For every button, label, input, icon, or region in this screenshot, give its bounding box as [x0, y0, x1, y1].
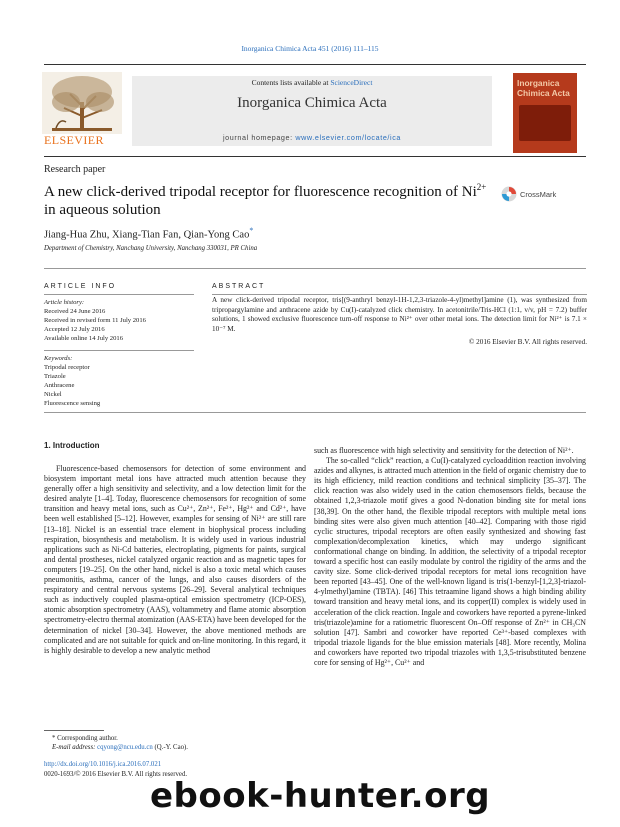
crossmark-icon[interactable] — [501, 186, 517, 202]
homepage-prefix: journal homepage: — [222, 133, 296, 142]
section-heading: 1. Introduction — [44, 441, 100, 450]
issn-line: 0020-1693/© 2016 Elsevier B.V. All rights reserved. — [44, 771, 188, 778]
affiliation: Department of Chemistry, Nanchang University, Nanchang 330031, PR China — [44, 245, 258, 252]
intro-paragraph-continued: such as fluorescence with high selectivity and sensitivity for the detection of Ni²⁺. — [314, 446, 574, 455]
email-link[interactable]: cqyong@ncu.edu.cn — [97, 744, 153, 751]
keywords-label: Keywords: — [44, 355, 73, 362]
journal-title: Inorganica Chimica Acta — [237, 95, 387, 111]
email-label: E-mail address: — [52, 744, 98, 751]
homepage-link[interactable]: www.elsevier.com/locate/ica — [295, 133, 402, 142]
affiliation-rule — [44, 268, 586, 269]
abstract-bottom-rule — [44, 412, 586, 413]
article-history — [44, 298, 204, 343]
journal-reference[interactable]: Inorganica Chimica Acta 451 (2016) 111–115 — [241, 44, 379, 53]
cover-figure — [519, 105, 571, 141]
header-rule — [44, 64, 586, 65]
intro-paragraph-1: Fluorescence-based chemosensors for detection of some environment and biosystem important metal ions have attracted much attention because they generally offer a high sensitivity and selectivity, and a low detection limit for the desired analyte [1–4]. Today, fluorescence chemosensors for recognition of some transition and heavy metal ions, such as Cu²⁺, Zn²⁺, Fe²⁺, Hg²⁺ and Cd²⁺, have been well established [5–12]. However, examples for sensing of Ni²⁺ are still rare [13–18]. Nickel is an essential trace element in biophysical process including respiration, biosynthesis and metabolism. It is widely used in various industrial applications such as Ni-Cd batteries, electroplating, pigments for paints, surgical and dental prostheses, nickel catalyzed organic reaction and as magnetic tapes for computers [19–25]. On the other hand, nickel is also a toxic metal which causes pneumonitis, asthma, cancer of the lungs, and also causes disorders of the respiratory and central nervous systems [26–29]. Several analytical techniques such as inductively coupled plasma-optical emission spectrometry (ICP-OES), atomic absorption spectrometry (AAS), voltammetry and flame atomic absorption spectrometry-electro thermal atomization (AAS-ETA) have been developed for the determination of nickel [30–34]. However, the above mentioned methods are complicated and are not suitable for quick and on-line monitoring. In this regard, it is highly desirable to develop a new analytic method — [44, 464, 306, 655]
corresponding-author-note: * Corresponding author. — [52, 735, 118, 742]
journal-homepage — [132, 133, 492, 142]
history-received: Received 24 June 2016 — [44, 308, 106, 315]
journal-cover — [513, 73, 577, 153]
abstract-rule — [212, 294, 587, 295]
intro-paragraph-2: The so-called “click” reaction, a Cu(I)-catalyzed cycloaddition reaction involving azides and alkynes, is attracted much attention in the field of organic chemistry due to its high efficiency, mild reaction conditions and technical simplicity [35–37]. The click reaction was also widely used in the cation chemosensors fields, because the obtained 1,2,3-triazole motif gives a good N-donation binding site for metal ions [38,39]. On the other hand, the flexible tripodal receptors with multiple metal ions binding sites were also given much attention [40–42]. Comparing with those rigid cyclic structures, tripodal receptors are often easily synthesized and showing fast complexation/decomplexation kinetics, which may undergo significant conformational change on binding. In addition, the selectivity of a tripodal receptor toward a specific host can easily modulate by control the rigidity of the arms and the cavity size. Some click-derived tripodal receptors for metal ions recognition have been reported [43–45]. One of the well-known ligand is tris(1-benzyl-[1,2,3]-triazol-4-ylmethyl)amine (TBTA). [46] This tetraamine ligand shows a high binding ability toward transition and heavy metal ions, and its copper(II) complex is widely used in acceleration of the click reaction. Ingale and coworkers have reported a pyrene-linked tris(triazole)amine for a ratiometric fluorescent On–Off response of Zn²⁺ in CH₃CN solution [47]. Sambri and coworker have reported Ce³⁺-based complexes with tripodal triazole ligands for the blue emission materials [48]. More recently, Molina and coworkers have reported two tripodal triazoles with 1,3,5-trisubstituted benzene core for sensing of Hg²⁺, Cu²⁺ and — [314, 456, 586, 667]
body-column-left — [44, 464, 306, 656]
elsevier-tree-logo — [42, 72, 122, 134]
cover-title: Inorganica Chimica Acta — [517, 78, 570, 98]
footnote-rule — [44, 730, 104, 731]
author-list — [44, 226, 253, 241]
doi-link[interactable]: http://dx.doi.org/10.1016/j.ica.2016.07.021 — [44, 761, 162, 768]
keyword: Anthracene — [44, 382, 75, 389]
title-rule — [44, 156, 586, 157]
corresponding-author-mark[interactable]: * — [249, 226, 254, 235]
info-rule — [44, 294, 194, 295]
keyword: Nickel — [44, 391, 62, 398]
article-info-heading: ARTICLE INFO — [44, 283, 117, 290]
article-type: Research paper — [44, 164, 106, 175]
email-suffix: (Q.-Y. Cao). — [152, 744, 188, 751]
history-revised: Received in revised form 11 July 2016 — [44, 317, 146, 324]
authors-text: Jiang-Hua Zhu, Xiang-Tian Fan, Qian-Yong Cao — [44, 229, 250, 241]
elsevier-wordmark: ELSEVIER — [44, 133, 104, 147]
article-title — [44, 178, 494, 219]
title-text: A new click-derived tripodal receptor for fluorescence recognition of Ni — [44, 184, 477, 200]
body-column-right — [314, 446, 586, 668]
keyword: Tripodal receptor — [44, 364, 90, 371]
history-accepted: Accepted 12 July 2016 — [44, 326, 105, 333]
contents-prefix: Contents lists available at — [251, 78, 331, 87]
keyword: Fluorescence sensing — [44, 400, 101, 407]
abstract-copyright: © 2016 Elsevier B.V. All rights reserved. — [468, 338, 587, 346]
abstract-text: A new click-derived tripodal receptor, tris[(9-anthryl benzyl-1H-1,2,3-triazole-4-yl)methyl]amine (1), was synthesized from tripropargylamine and anthracene azide by Cu(I)-catalyzed click chemistry. In acetonitrile/Tris-HCl (1:1, v/v, pH = 7.2) buffer solutions, 1 showed exclusive fluorescence turn-off response to Ni²⁺ over other metal ions. The detection limit for Ni²⁺ is 7.1 × 10⁻⁷ M. — [212, 296, 587, 333]
contents-line — [132, 78, 492, 87]
abstract-heading: ABSTRACT — [212, 283, 266, 290]
watermark: ebook-hunter.org — [150, 776, 491, 816]
crossmark-label[interactable]: CrossMark — [520, 190, 557, 199]
sciencedirect-link[interactable]: ScienceDirect — [330, 78, 373, 87]
keywords — [44, 354, 204, 408]
keywords-rule — [44, 350, 194, 351]
footnote — [52, 734, 302, 752]
title-line2: in aqueous solution — [44, 202, 161, 218]
keyword: Triazole — [44, 373, 66, 380]
history-online: Available online 14 July 2016 — [44, 335, 123, 342]
title-superscript: 2+ — [476, 182, 487, 192]
history-label: Article history: — [44, 299, 85, 306]
